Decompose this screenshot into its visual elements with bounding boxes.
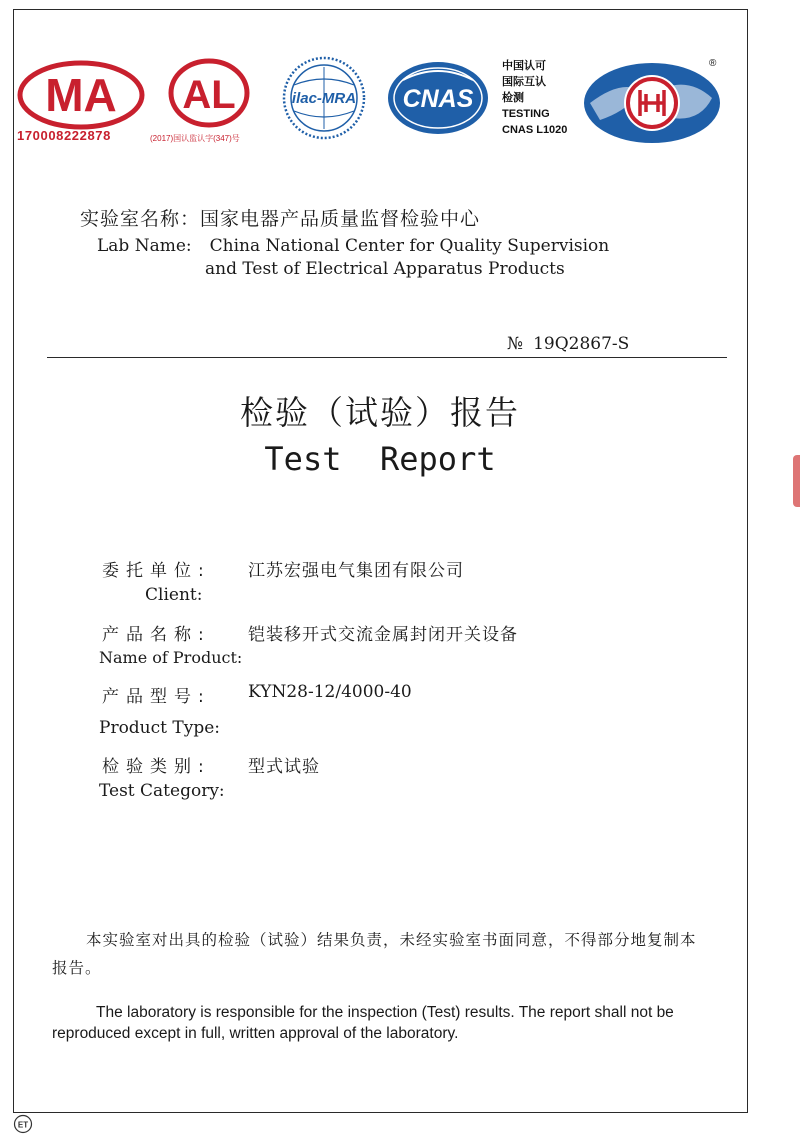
product-name-label-cn: 产品名称: [102,625,211,645]
lab-name-cn [80,204,480,231]
divider [47,357,727,358]
cal-approval-number: (2017)国认监认字(347)号 [150,134,240,143]
product-type-label-en: Product Type: [99,718,221,738]
product-name-value: 铠装移开式交流金属封闭开关设备 [248,625,518,645]
cma-number: 170008222878 [17,128,111,143]
client-label-cn: 委托单位: [102,561,211,581]
cnas-caption-line: TESTING [502,108,550,120]
report-number-value: 19Q2867-S [533,334,630,354]
lab-name-en-line2: and Test of Electrical Apparatus Products [205,259,565,279]
test-category-label-cn: 检验类别: [102,757,211,777]
cnas-caption-line: 国际互认 [502,76,546,88]
product-type-value: KYN28-12/4000-40 [248,682,412,702]
seal-edge-mark [793,455,800,507]
cnas-caption-line: 中国认可 [502,60,546,72]
cnas-logo-text: CNAS [402,85,474,113]
product-name-label-en: Name of Product: [99,648,243,667]
cma-logo [17,60,145,130]
et-mark-text: ET [17,1120,29,1130]
lab-name-en [97,236,609,256]
lab-name-en-line1: China National Center for Quality Supervision [209,236,610,256]
report-number [507,334,629,354]
et-mark-icon [13,1114,33,1134]
cal-logo-text: AL [182,73,236,117]
registered-mark: ® [709,58,717,69]
product-type-label-cn: 产品型号: [102,687,211,707]
test-category-value: 型式试验 [248,757,320,777]
cnas-logo [385,58,491,138]
statement-en: The laboratory is responsible for the inspection (Test) results. The report shall not be reproduced except in full, written approval of the laboratory. [52,1004,674,1042]
client-value: 江苏宏强电气集团有限公司 [248,561,464,581]
cnas-caption [502,58,567,138]
report-title-en: Test Report [264,440,496,478]
statement-cn: 本实验室对出具的检验（试验）结果负责，未经实验室书面同意，不得部分地复制本报告。 [52,931,697,977]
lab-name-en-label: Lab Name: [97,236,192,256]
cma-logo-text: MA [45,69,117,121]
cal-logo [168,58,250,128]
number-symbol: № [507,334,524,354]
cnas-caption-line: 检测 [502,92,524,104]
report-title-cn: 检验（试验）报告 [240,393,520,432]
test-category-label-en: Test Category: [99,781,225,801]
ilac-mra-logo [278,55,370,141]
lab-name-cn-label: 实验室名称： [80,208,201,230]
lab-name-cn-value: 国家电器产品质量监督检验中心 [200,208,481,230]
cnas-caption-line: CNAS L1020 [502,124,568,136]
client-label-en: Client: [145,585,203,605]
ilac-mra-text: ilac-MRA [291,90,357,107]
ccc-globe-logo [580,60,724,146]
